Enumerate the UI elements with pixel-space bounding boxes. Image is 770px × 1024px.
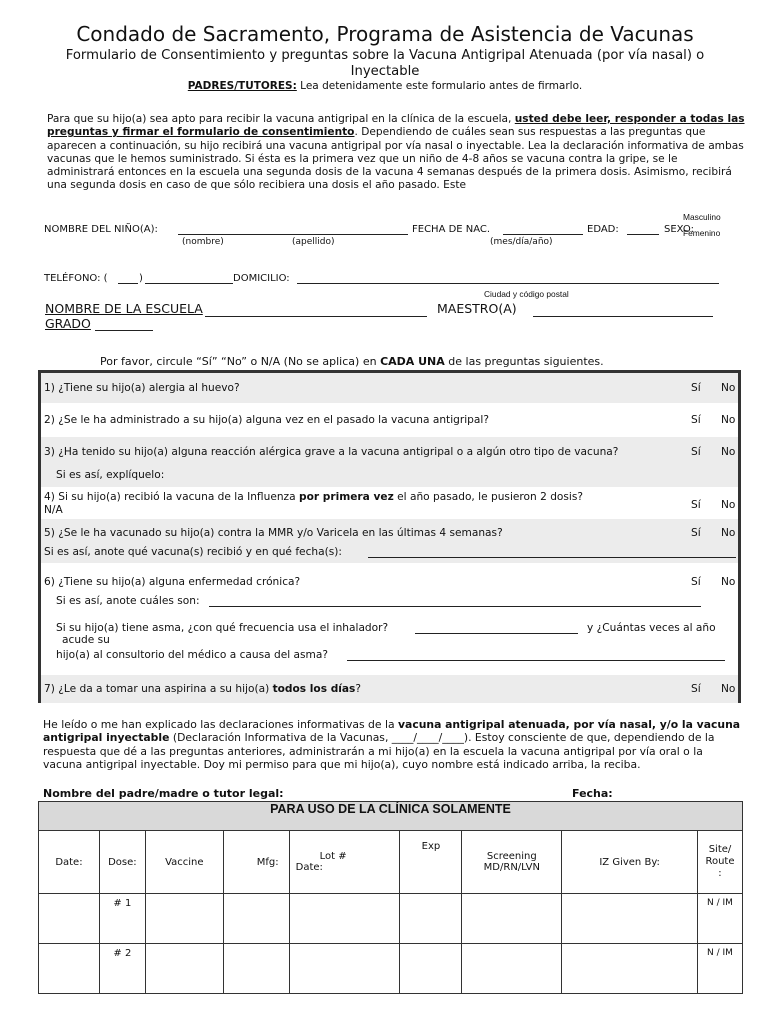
dose1-screening-cell[interactable]: [462, 894, 562, 944]
consent-text-a: He leído o me han explicado las declaraciones informativas de la: [43, 718, 398, 731]
consent-paragraph: [43, 718, 743, 772]
first-name-hint: (nombre): [182, 237, 224, 247]
instructions-bold: CADA UNA: [380, 355, 445, 368]
q4-text-bold: por primera vez: [298, 491, 394, 503]
dose2-given-by-cell[interactable]: [562, 944, 698, 994]
parents-text: Lea detenidamente este formulario antes de firmarlo.: [296, 80, 583, 92]
question-2: 2) ¿Se le ha administrado a su hijo(a) alguna vez en el pasado la vacuna antigripal?: [44, 414, 489, 426]
intro-text-bold: usted debe leer, responder a todas las preguntas y firmar el formulario de consentimiento: [47, 113, 745, 139]
col-exp: Exp: [400, 831, 462, 894]
q7-no[interactable]: No: [721, 683, 736, 695]
dob-label: FECHA DE NAC.: [412, 224, 491, 235]
guardian-signature-label: Nombre del padre/madre o tutor legal:: [43, 787, 284, 800]
col-vaccine: Vaccine: [145, 831, 223, 894]
dose2-mfg-cell[interactable]: [223, 944, 289, 994]
inhaler-frequency-field[interactable]: [415, 633, 578, 634]
phone-field[interactable]: [145, 283, 233, 284]
clinic-use-table: [38, 801, 743, 994]
question-7: [44, 683, 361, 695]
consent-text-b: (Declaración Informativa de la Vacunas, ____/____/____). Estoy consciente de que, dependiendo de la respuesta que dé a las preguntas anteriores, administrarán a mi hijo(a) en la escuela la vacuna antigripal por vía oral o la vacuna antigripal inyectable. Doy mi permiso para que mi hijo(a), cuyo nombre está indicado arriba, la reciba.: [43, 731, 715, 772]
col-lot-label: Lot #: [319, 851, 347, 862]
question-5: 5) ¿Se le ha vacunado su hijo(a) contra la MMR y/o Varicela en las últimas 4 semanas?: [44, 527, 503, 539]
question-3: 3) ¿Ha tenido su hijo(a) alguna reacción alérgica grave a la vacuna antigripal o a algún otro tipo de vacuna?: [44, 446, 619, 458]
q4-na[interactable]: N/A: [44, 504, 63, 516]
q6-asthma-visits-end: hijo(a) al consultorio del médico a causa del asma?: [56, 649, 328, 661]
q5-detail-field[interactable]: [368, 557, 736, 558]
school-label: NOMBRE DE LA ESCUELA: [45, 301, 203, 316]
col-dose: Dose:: [99, 831, 145, 894]
phone-label: TELÉFONO: (: [44, 273, 108, 284]
dose1-label: # 1: [99, 894, 145, 944]
q4-text-b: el año pasado, le pusieron 2 dosis?: [393, 491, 584, 503]
child-name-field[interactable]: [178, 234, 408, 235]
area-code-field[interactable]: [118, 283, 138, 284]
q2-no[interactable]: No: [721, 414, 736, 426]
school-field[interactable]: [205, 316, 427, 317]
q7-text-bold: todos los días: [272, 683, 356, 695]
sex-label: SEXO:: [664, 224, 694, 235]
page-title: Condado de Sacramento, Programa de Asistencia de Vacunas: [76, 22, 694, 46]
col-lot-date-label: Date:: [295, 862, 323, 873]
dob-field[interactable]: [503, 234, 583, 235]
q2-yes[interactable]: Sí: [691, 414, 701, 426]
q4-yes[interactable]: Sí: [691, 499, 701, 511]
q6-asthma-visits-cont: acude su: [62, 634, 110, 646]
table-row: [39, 894, 743, 944]
q6-yes[interactable]: Sí: [691, 576, 701, 588]
col-site-label: Site/: [708, 844, 732, 855]
q5-no[interactable]: No: [721, 527, 736, 539]
col-date: Date:: [39, 831, 100, 894]
address-field[interactable]: [297, 283, 719, 284]
sex-option-female[interactable]: Femenino: [683, 228, 721, 238]
q6-detail-label: Si es así, anote cuáles son:: [56, 595, 200, 607]
teacher-field[interactable]: [533, 316, 713, 317]
dose2-route[interactable]: N / IM: [697, 944, 742, 994]
consent-text-bold: vacuna antigripal atenuada, por vía nasal, y/o la vacuna antigripal inyectable: [43, 718, 741, 745]
teacher-label: MAESTRO(A): [437, 301, 517, 316]
parents-notice: [0, 80, 770, 92]
intro-text-1: Para que su hijo(a) sea apto para recibir la vacuna antigripal en la clínica de la escuela,: [47, 113, 515, 125]
q4-text-a: 4) Si su hijo(a) recibió la vacuna de la Influenza: [44, 491, 299, 503]
q6-detail-field[interactable]: [209, 606, 701, 607]
col-screening: Screening MD/RN/LVN: [462, 831, 562, 894]
col-lot: [289, 831, 400, 894]
question-4: [44, 491, 583, 503]
q7-yes[interactable]: Sí: [691, 683, 701, 695]
clinic-title-text: PARA USO DE LA CLÍNICA SOLAMENTE: [270, 802, 511, 816]
dose2-exp-cell[interactable]: [400, 944, 462, 994]
sex-option-male[interactable]: Masculino: [683, 212, 721, 222]
phone-close-paren: ): [139, 273, 143, 284]
dob-format-hint: (mes/día/año): [490, 237, 553, 247]
instructions: [100, 355, 604, 368]
last-name-hint: (apellido): [292, 237, 335, 247]
q7-text-b: ?: [355, 683, 361, 695]
q3-yes[interactable]: Sí: [691, 446, 701, 458]
signature-date-label: Fecha:: [572, 787, 613, 800]
address-label: DOMICILIO:: [233, 273, 290, 284]
dose1-route[interactable]: N / IM: [697, 894, 742, 944]
col-route-label: Route: [705, 856, 735, 867]
q3-no[interactable]: No: [721, 446, 736, 458]
asthma-visits-field[interactable]: [347, 660, 725, 661]
child-name-label: NOMBRE DEL NIÑO(A):: [44, 224, 158, 235]
grade-label: GRADO: [45, 316, 91, 331]
dose2-label: # 2: [99, 944, 145, 994]
instructions-tail: de las preguntas siguientes.: [444, 355, 604, 368]
clinic-title: [39, 802, 743, 831]
col-iz-given-by: IZ Given By:: [562, 831, 698, 894]
q4-no[interactable]: No: [721, 499, 736, 511]
q1-yes[interactable]: Sí: [691, 382, 701, 394]
age-label: EDAD:: [587, 224, 619, 235]
q3-explain-label: Si es así, explíquelo:: [56, 469, 165, 481]
q6-no[interactable]: No: [721, 576, 736, 588]
intro-paragraph: [47, 113, 747, 193]
question-6: 6) ¿Tiene su hijo(a) alguna enfermedad crónica?: [44, 576, 301, 588]
dose2-date-cell[interactable]: [39, 944, 100, 994]
city-zip-hint: Ciudad y código postal: [484, 289, 569, 299]
dose2-screening-cell[interactable]: [462, 944, 562, 994]
q5-detail-label: Si es así, anote qué vacuna(s) recibió y en qué fecha(s):: [44, 546, 342, 558]
page-subtitle: Formulario de Consentimiento y preguntas sobre la Vacuna Antigripal Atenuada (por vía nasal) o Inyectable: [65, 48, 705, 79]
q7-text-a: 7) ¿Le da a tomar una aspirina a su hijo(a): [44, 683, 273, 695]
dose1-given-by-cell[interactable]: [562, 894, 698, 944]
questions-box: [38, 370, 741, 703]
question-1: 1) ¿Tiene su hijo(a) alergia al huevo?: [44, 382, 240, 394]
dose2-vaccine-cell[interactable]: [145, 944, 223, 994]
col-mfg: Mfg:: [223, 831, 289, 894]
dose2-lot-cell[interactable]: [289, 944, 400, 994]
parents-label: PADRES/TUTORES:: [187, 80, 297, 92]
col-route-colon: :: [718, 868, 722, 879]
dose1-exp-cell[interactable]: [400, 894, 462, 944]
instructions-text: Por favor, circule “Sí” “No” o N/A (No se aplica) en: [100, 355, 381, 368]
dose1-mfg-cell[interactable]: [223, 894, 289, 944]
q6-asthma-visits: y ¿Cuántas veces al año: [587, 622, 716, 634]
q5-yes[interactable]: Sí: [691, 527, 701, 539]
col-site-route: [697, 831, 742, 894]
table-row: [39, 944, 743, 994]
intro-text-2: . Dependiendo de cuáles sean sus respuestas a las preguntas que aparecen a continuación, su hijo recibirá una vacuna antigripal por vía nasal o inyectable. Lea la declaración informativa de ambas vacunas que le hemos suministrado. Si ésta es la primera vez que un niño de 4-8 años se vacuna contra la gripe, se le administrará entonces en la escuela una segunda dosis de la vacuna 4 semanas después de la primera dosis. Asimismo, recibirá una segunda dosis en caso de que sólo recibiera una dosis el año pasado. Este: [47, 126, 744, 192]
q1-no[interactable]: No: [721, 382, 736, 394]
dose1-date-cell[interactable]: [39, 894, 100, 944]
grade-field[interactable]: [95, 330, 153, 331]
age-field[interactable]: [627, 234, 659, 235]
dose1-lot-cell[interactable]: [289, 894, 400, 944]
dose1-vaccine-cell[interactable]: [145, 894, 223, 944]
q6-asthma-question: Si su hijo(a) tiene asma, ¿con qué frecuencia usa el inhalador?: [56, 622, 389, 634]
